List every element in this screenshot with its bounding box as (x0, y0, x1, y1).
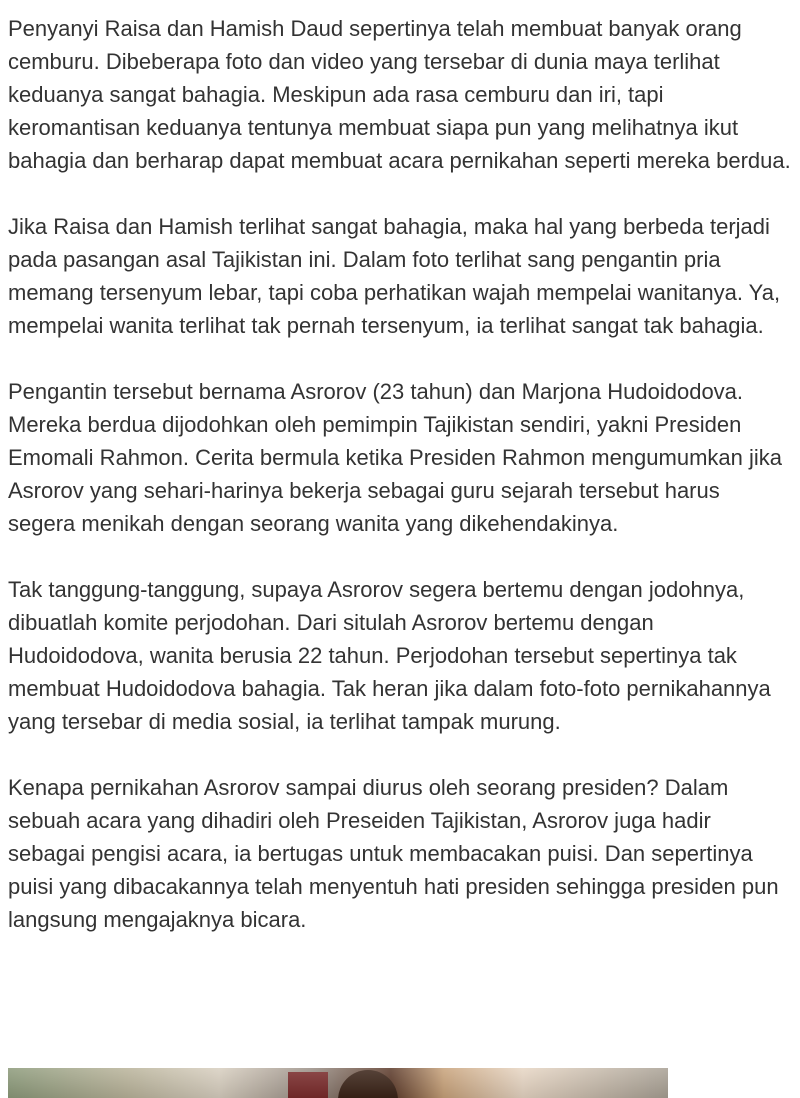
photo-shade (8, 1068, 668, 1098)
article-paragraph-1: Penyanyi Raisa dan Hamish Daud sepertinya telah membuat banyak orang cemburu. Dibeberapa foto dan video yang tersebar di dunia maya terlihat keduanya sangat bahagia. Meskipun ada rasa cemburu dan iri, tapi keromantisan keduanya tentunya membuat siapa pun yang melihatnya ikut bahagia dan berharap dapat membuat acara pernikahan seperti mereka berdua. (8, 16, 791, 173)
article-paragraph-2: Jika Raisa dan Hamish terlihat sangat bahagia, maka hal yang berbeda terjadi pada pasangan asal Tajikistan ini. Dalam foto terlihat sang pengantin pria memang tersenyum lebar, tapi coba perhatikan wajah mempelai wanitanya. Ya, mempelai wanita terlihat tak pernah tersenyum, ia terlihat sangat tak bahagia. (8, 214, 781, 338)
article-paragraph-5: Kenapa pernikahan Asrorov sampai diurus oleh seorang presiden? Dalam sebuah acara yang dihadiri oleh Preseiden Tajikistan, Asrorov juga hadir sebagai pengisi acara, ia bertugas untuk membacakan puisi. Dan sepertinya puisi yang dibacakannya telah menyentuh hati presiden sehingga presiden pun langsung mengajaknya bicara. (8, 775, 779, 932)
wedding-photo (8, 1068, 668, 1098)
article-paragraph-4: Tak tanggung-tanggung, supaya Asrorov segera bertemu dengan jodohnya, dibuatlah komite perjodohan. Dari situlah Asrorov bertemu dengan Hudoidodova, wanita berusia 22 tahun. Perjodohan tersebut sepertinya tak membuat Hudoidodova bahagia. Tak heran jika dalam foto-foto pernikahannya yang tersebar di media sosial, ia terlihat tampak murung. (8, 577, 771, 734)
article-paragraph-3: Pengantin tersebut bernama Asrorov (23 tahun) dan Marjona Hudoidodova. Mereka berdua dijodohkan oleh pemimpin Tajikistan sendiri, yakni Presiden Emomali Rahmon. Cerita bermula ketika Presiden Rahmon mengumumkan jika Asrorov yang sehari-harinya bekerja sebagai guru sejarah tersebut harus segera menikah dengan seorang wanita yang dikehendakinya. (8, 379, 782, 536)
article-body (8, 12, 792, 969)
